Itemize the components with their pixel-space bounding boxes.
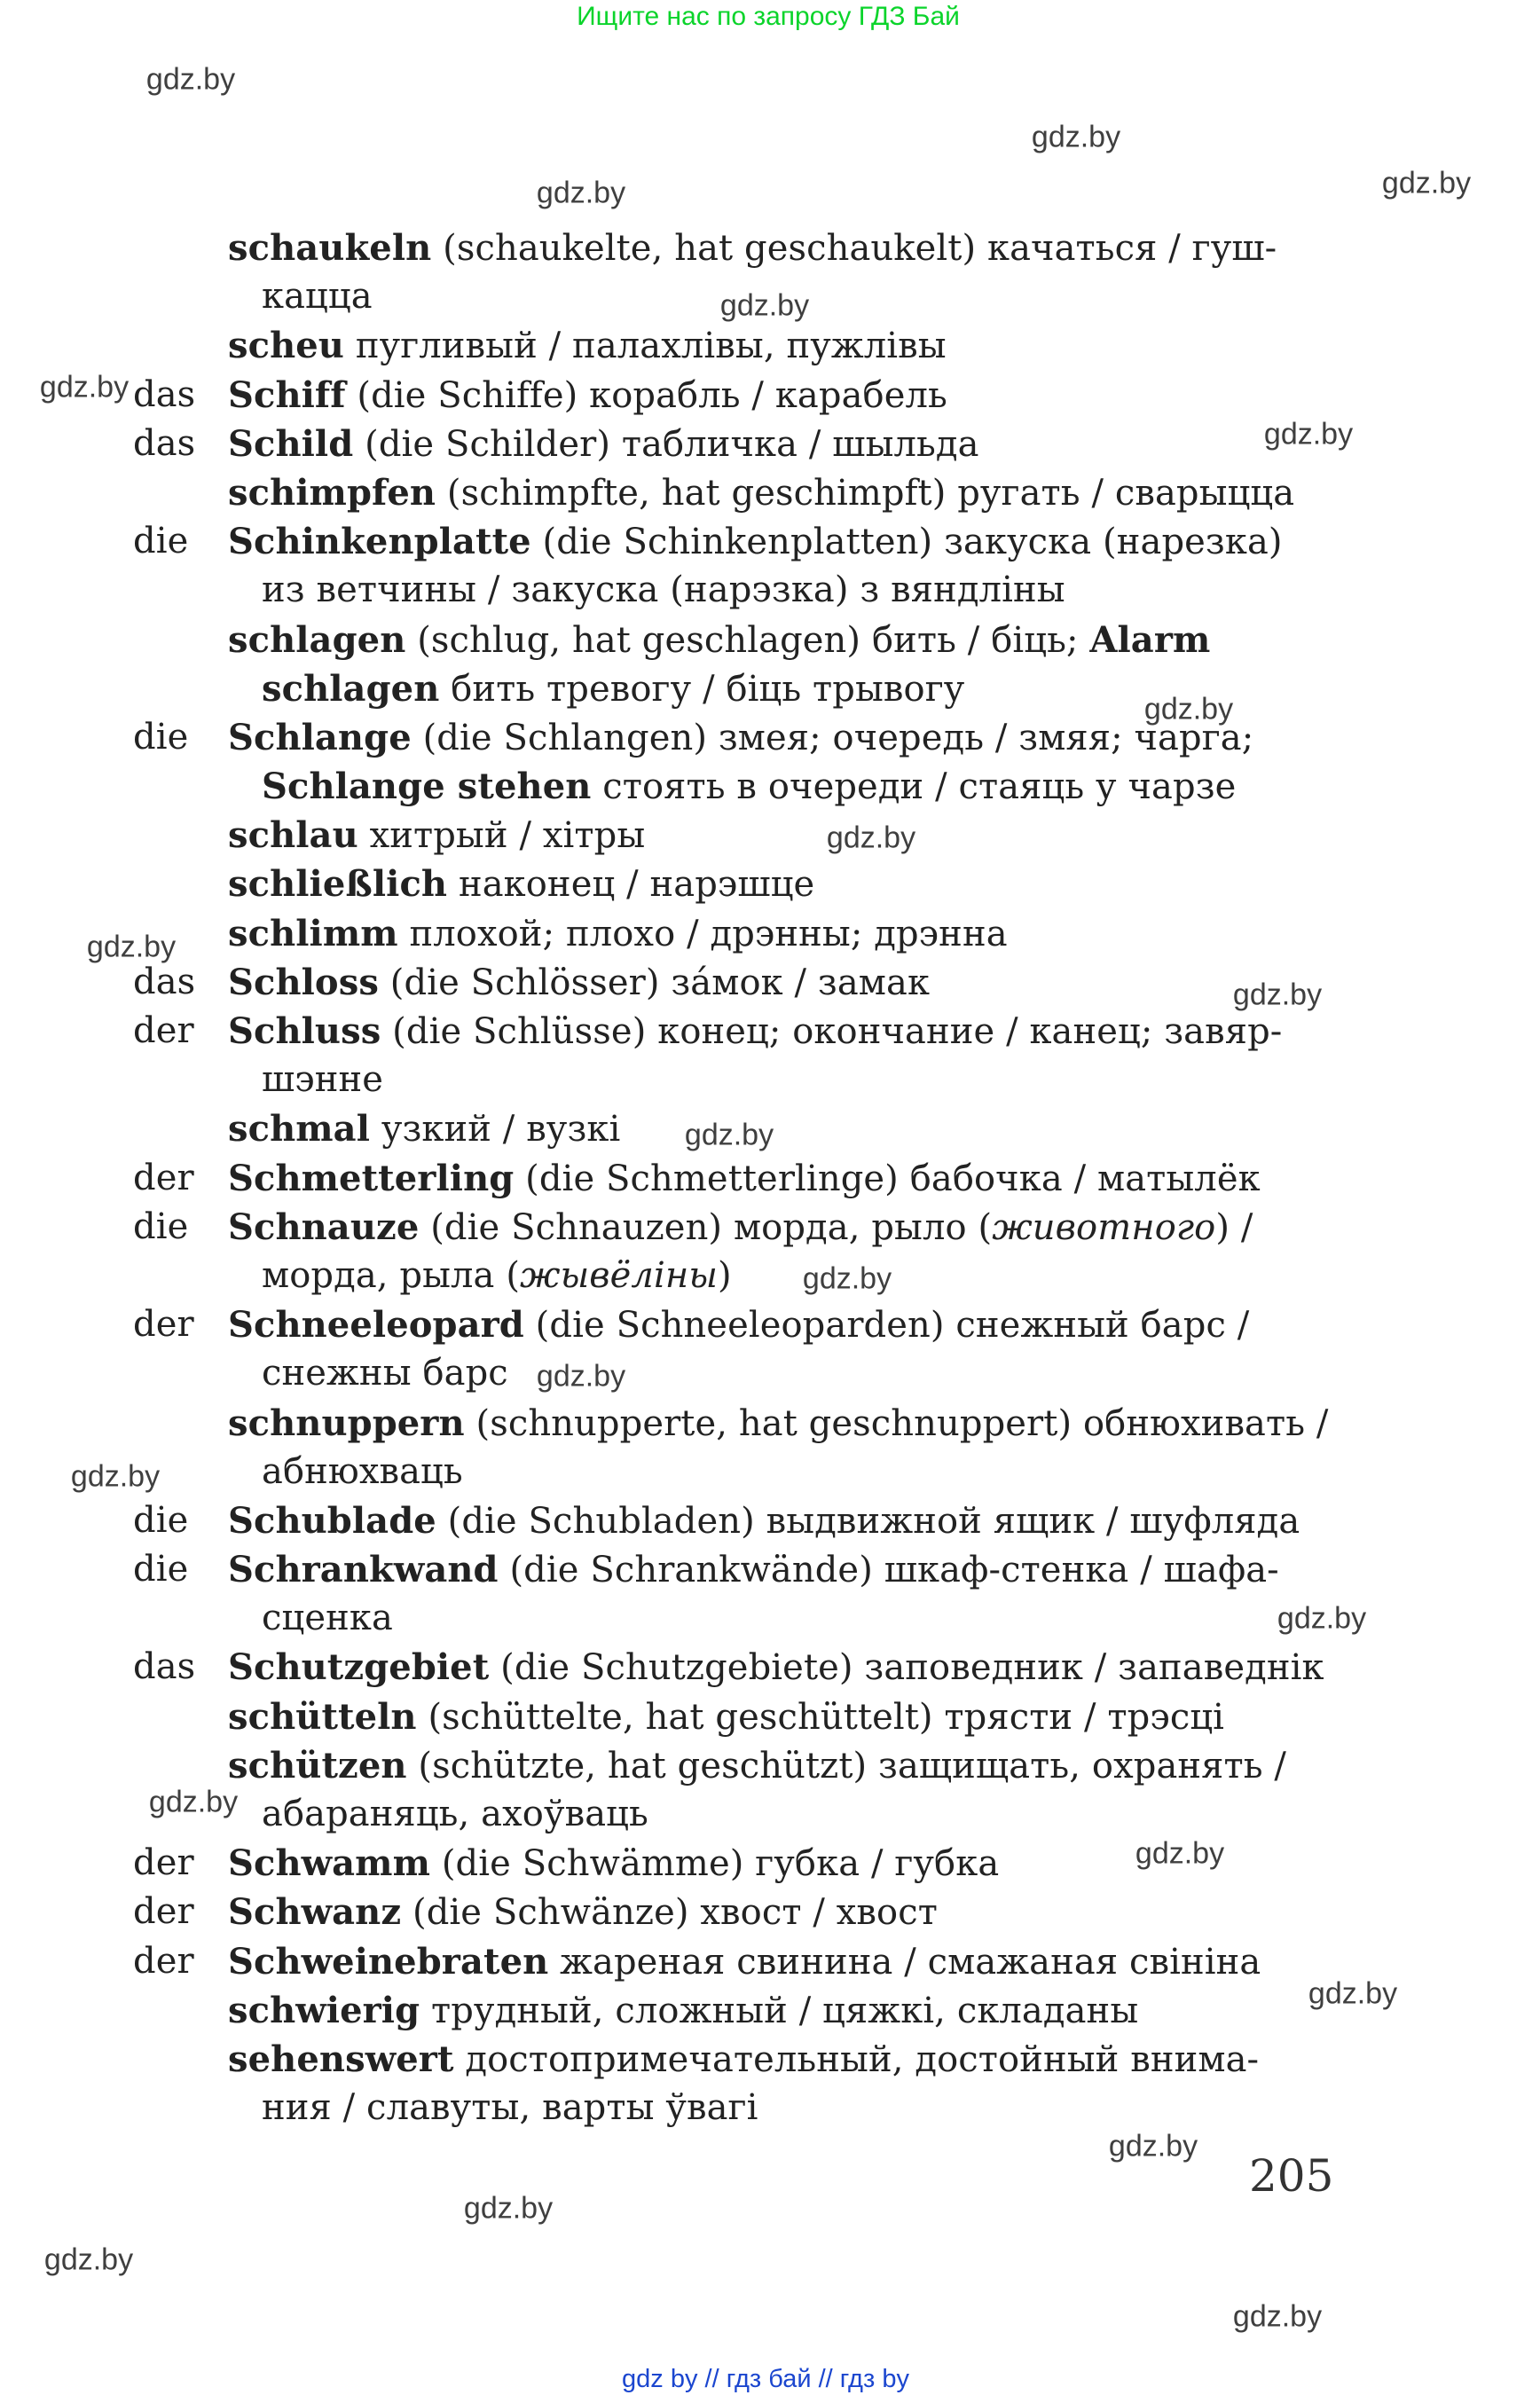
dict-line bbox=[133, 423, 1407, 472]
gdz-watermark: gdz.by bbox=[145, 62, 236, 97]
dict-line-text: schützen (schützte, hat geschützt) защищать, охранять / bbox=[228, 1744, 1287, 1787]
gdz-watermark: gdz.by bbox=[86, 930, 177, 964]
dict-line-text: Schlange stehen стоять в очереди / стаяць у чарзе bbox=[262, 766, 1237, 808]
dict-line-text: Schild (die Schilder) табличка / шыльда bbox=[228, 422, 979, 465]
dict-line-text: из ветчины / закуска (нарэзка) з вяндліны bbox=[262, 569, 1065, 611]
dict-line bbox=[133, 1206, 1407, 1255]
article-label: die bbox=[133, 1205, 189, 1247]
dict-line bbox=[133, 1158, 1407, 1206]
dict-line-text: schmal узкий / вузкі bbox=[228, 1108, 621, 1150]
dict-line-text: Schneeleopard (die Schneeleoparden) снежный барс / bbox=[228, 1304, 1250, 1347]
dict-line bbox=[133, 766, 1407, 814]
gdz-watermark: gdz.by bbox=[1135, 1836, 1225, 1871]
gdz-watermark: gdz.by bbox=[1232, 2299, 1323, 2334]
gdz-watermark: gdz.by bbox=[148, 1785, 239, 1819]
gdz-watermark: gdz.by bbox=[536, 1359, 626, 1394]
dict-line-text: сценка bbox=[262, 1598, 393, 1639]
dict-line-text: Schublade (die Schubladen) выдвижной ящик / шуфляда bbox=[228, 1499, 1300, 1542]
dict-line bbox=[133, 521, 1407, 569]
dict-line bbox=[133, 1745, 1407, 1794]
dict-line-text: scheu пугливый / палахлівы, пужлівы bbox=[228, 325, 947, 367]
gdz-watermark: gdz.by bbox=[802, 1261, 892, 1296]
dict-line bbox=[133, 276, 1407, 325]
dict-line bbox=[133, 1451, 1407, 1500]
dict-line bbox=[133, 668, 1407, 717]
dict-line bbox=[133, 1646, 1407, 1695]
gdz-watermark: gdz.by bbox=[1031, 120, 1121, 154]
dict-line bbox=[133, 472, 1407, 521]
dict-line bbox=[133, 619, 1407, 668]
gdz-watermark: gdz.by bbox=[826, 821, 916, 855]
gdz-watermark: gdz.by bbox=[1108, 2129, 1198, 2163]
dict-line-text: Schwamm (die Schwämme) губка / губка bbox=[228, 1842, 1000, 1885]
dict-line bbox=[133, 1941, 1407, 1990]
dict-line bbox=[133, 1794, 1407, 1842]
gdz-watermark: gdz.by bbox=[536, 176, 626, 210]
article-label: der bbox=[133, 1304, 194, 1346]
gdz-watermark: gdz.by bbox=[463, 2191, 554, 2226]
article-label: die bbox=[133, 716, 189, 758]
dict-line bbox=[133, 962, 1407, 1010]
article-label: die bbox=[133, 1499, 189, 1541]
dict-line-text: Schmetterling (die Schmetterlinge) бабочка / матылёк bbox=[228, 1157, 1261, 1199]
dict-line-text: Schweinebraten жареная свинина / смажаная свініна bbox=[228, 1940, 1261, 1983]
dict-line-text: Schloss (die Schlösser) за́мок / замак bbox=[228, 961, 931, 1003]
dict-line-text: schwierig трудный, сложный / цяжкі, складаны bbox=[228, 1989, 1139, 2031]
dict-line bbox=[133, 863, 1407, 912]
dict-line-text: абнюхваць bbox=[262, 1450, 463, 1492]
article-label: der bbox=[133, 1940, 194, 1982]
dict-line bbox=[133, 1353, 1407, 1402]
dict-line bbox=[133, 1010, 1407, 1059]
dict-line-text: schaukeln (schaukelte, hat geschaukelt) качаться / гуш- bbox=[228, 227, 1277, 269]
dict-line-text: schlimm плохой; плохо / дрэнны; дрэнна bbox=[228, 912, 1008, 954]
gdz-watermark: gdz.by bbox=[43, 2242, 134, 2277]
dict-line-text: ния / славуты, варты ўвагі bbox=[262, 2087, 758, 2129]
dict-line bbox=[133, 1990, 1407, 2038]
dict-line-text: абараняць, ахоўваць bbox=[262, 1794, 648, 1834]
dict-line-text: Schlange (die Schlangen) змея; очередь / змяя; чарга; bbox=[228, 716, 1254, 758]
gdz-watermark: gdz.by bbox=[1232, 978, 1323, 1012]
article-label: die bbox=[133, 1549, 189, 1590]
dict-line bbox=[133, 2087, 1407, 2136]
dict-line-text: schlagen (schlug, hat geschlagen) бить / біць; Alarm bbox=[228, 618, 1211, 661]
dict-line-text: Schrankwand (die Schrankwände) шкаф-стенка / шафа- bbox=[228, 1549, 1279, 1591]
dict-line-text: шэнне bbox=[262, 1059, 384, 1101]
gdz-watermark: gdz.by bbox=[684, 1118, 774, 1152]
gdz-watermark: gdz.by bbox=[1381, 166, 1472, 200]
dict-line-text: Schluss (die Schlüsse) конец; окончание / канец; завяр- bbox=[228, 1010, 1283, 1052]
dict-line-text: кацца bbox=[262, 276, 373, 318]
article-label: der bbox=[133, 1157, 194, 1198]
article-label: das bbox=[133, 961, 196, 1002]
dict-line-text: Schinkenplatte (die Schinkenplatten) закуска (нарезка) bbox=[228, 521, 1283, 563]
dict-line-text: schlagen бить тревогу / біць трывогу bbox=[262, 667, 965, 710]
dict-line-text: schimpfen (schimpfte, hat geschimpft) ругать / сварыцца bbox=[228, 471, 1295, 514]
dict-line-text: морда, рыла (жывёліны) bbox=[262, 1254, 732, 1296]
dict-line bbox=[133, 1304, 1407, 1353]
dict-line bbox=[133, 1108, 1407, 1157]
article-label: das bbox=[133, 373, 196, 415]
dict-line-text: sehenswert достопримечательный, достойный внима- bbox=[228, 2038, 1260, 2080]
article-label: der bbox=[133, 1891, 194, 1933]
gdz-watermark: gdz.by bbox=[1143, 692, 1234, 726]
dict-line-text: schütteln (schüttelte, hat geschüttelt) трясти / трэсці bbox=[228, 1695, 1225, 1738]
gdz-watermark: gdz.by bbox=[39, 370, 130, 404]
dict-line bbox=[133, 1402, 1407, 1451]
dict-line-text: Schiff (die Schiffe) корабль / карабель bbox=[228, 373, 947, 416]
article-label: der bbox=[133, 1010, 194, 1051]
article-label: das bbox=[133, 1646, 196, 1688]
dict-line bbox=[133, 1891, 1407, 1940]
dict-line bbox=[133, 814, 1407, 863]
gdz-watermark: gdz.by bbox=[70, 1459, 161, 1494]
dict-line bbox=[133, 2038, 1407, 2087]
dict-line bbox=[133, 1500, 1407, 1549]
dict-line-text: снежны барс bbox=[262, 1353, 508, 1394]
dict-line bbox=[133, 325, 1407, 373]
dict-line bbox=[133, 1842, 1407, 1891]
dict-line bbox=[133, 1598, 1407, 1646]
dict-line-text: schließlich наконец / нарэшце bbox=[228, 863, 815, 906]
dict-line bbox=[133, 1549, 1407, 1598]
gdz-watermark: gdz.by bbox=[1277, 1601, 1367, 1636]
gdz-watermark: gdz.by bbox=[1308, 1976, 1398, 2011]
dict-line-text: Schutzgebiet (die Schutzgebiete) заповедник / запаведнік bbox=[228, 1646, 1324, 1689]
gdz-watermark: gdz.by bbox=[719, 288, 810, 323]
dict-line bbox=[133, 227, 1407, 276]
gdz-watermark: gdz.by bbox=[1263, 417, 1354, 452]
dict-line bbox=[133, 1255, 1407, 1304]
article-label: der bbox=[133, 1842, 194, 1884]
dict-line-text: Schnauze (die Schnauzen) морда, рыло (животного) / bbox=[228, 1205, 1253, 1248]
dict-line bbox=[133, 1696, 1407, 1745]
dict-line-text: Schwanz (die Schwänze) хвост / хвост bbox=[228, 1891, 938, 1934]
footer-links[interactable]: gdz by // гдз бай // гдз by bbox=[622, 2365, 909, 2393]
dictionary-text bbox=[133, 227, 1407, 2136]
dict-line bbox=[133, 374, 1407, 423]
dict-line bbox=[133, 569, 1407, 618]
promo-banner-text: Ищите нас по запросу ГДЗ Бай bbox=[577, 2, 960, 31]
dict-line bbox=[133, 717, 1407, 766]
dict-line-text: schlau хитрый / хітры bbox=[228, 814, 646, 857]
dict-line-text: schnuppern (schnupperte, hat geschnuppert) обнюхивать / bbox=[228, 1402, 1329, 1444]
page-number: 205 bbox=[1249, 2150, 1334, 2202]
article-label: die bbox=[133, 521, 189, 562]
dict-line bbox=[133, 913, 1407, 962]
article-label: das bbox=[133, 422, 196, 464]
dict-line bbox=[133, 1059, 1407, 1108]
